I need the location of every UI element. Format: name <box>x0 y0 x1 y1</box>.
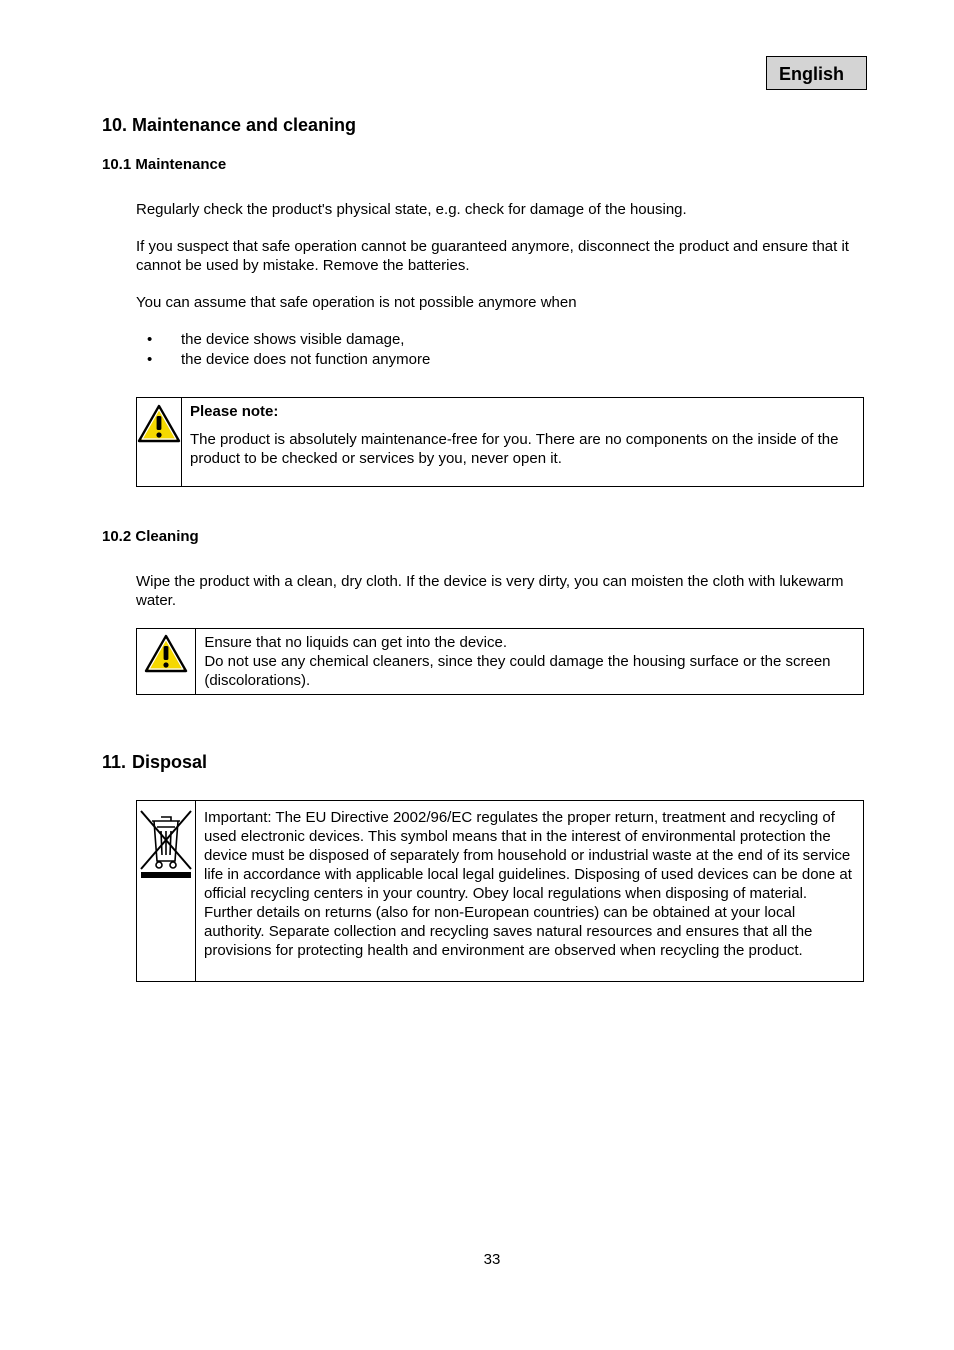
note-line-2: Do not use any chemical cleaners, since they could damage the housing surface or the screen (discolorations). <box>204 653 831 689</box>
list-item-text: the device does not function anymore <box>181 351 431 368</box>
subsection-maintenance-heading: 10.1 Maintenance <box>102 156 227 173</box>
note-icon-cell <box>137 801 196 981</box>
maintenance-note-box <box>136 397 864 487</box>
crossed-out-wheelie-bin-icon <box>137 809 195 879</box>
damage-conditions-list <box>136 330 430 370</box>
section-title: Maintenance and cleaning <box>132 115 357 135</box>
disposal-note-box <box>136 800 864 982</box>
list-item <box>136 330 430 350</box>
section-number: 11. <box>102 752 127 772</box>
bullet-dot: • <box>147 351 153 368</box>
note-icon-cell <box>137 629 196 694</box>
note-title: Please note: <box>190 403 279 420</box>
note-text <box>196 801 863 981</box>
note-text <box>196 629 863 694</box>
maintenance-paragraph-3: You can assume that safe operation is not possible anymore when <box>136 294 577 311</box>
section-number: 10. <box>102 115 128 135</box>
section-title: Disposal <box>132 752 208 772</box>
language-badge: English <box>766 56 867 90</box>
subsection-cleaning-heading: 10.2 Cleaning <box>102 528 199 545</box>
note-text <box>182 398 863 486</box>
warning-triangle-icon <box>144 634 188 674</box>
maintenance-paragraph-1: Regularly check the product's physical state, e.g. check for damage of the housing. <box>136 201 687 218</box>
cleaning-paragraph: Wipe the product with a clean, dry cloth. If the device is very dirty, you can moisten the cloth with lukewarm water. <box>136 573 844 609</box>
bullet-dot: • <box>147 331 153 348</box>
note-line-1: Ensure that no liquids can get into the device. <box>204 634 508 651</box>
cleaning-warning-box <box>136 628 864 695</box>
section-10-heading <box>102 115 356 136</box>
page-number: 33 <box>483 1251 501 1268</box>
list-item-text: the device shows visible damage, <box>181 331 405 348</box>
note-body: Important: The EU Directive 2002/96/EC regulates the proper return, treatment and recycling of used electronic devices. This symbol means that in the interest of environmental protection the device must be disposed of separately from household or industrial waste at the end of its service life in accordance with applicable local legal guidelines. Disposing of used devices can be done at official recycling centers in your country. Obey local regulations when disposing of material. Further details on returns (also for non-European countries) can be obtained at your local authority. Separate collection and recycling saves natural resources and ensures that all the provisions for protecting health and environment are observed when recycling the product. <box>204 809 852 959</box>
note-icon-cell <box>137 398 182 486</box>
section-11-heading <box>102 752 207 773</box>
list-item <box>136 350 430 370</box>
warning-triangle-icon <box>137 404 181 444</box>
maintenance-paragraph-2: If you suspect that safe operation cannot be guaranteed anymore, disconnect the product and ensure that it cannot be used by mistake. Remove the batteries. <box>136 238 849 274</box>
note-body: The product is absolutely maintenance-free for you. There are no components on the inside of the product to be checked or services by you, never open it. <box>190 431 839 467</box>
